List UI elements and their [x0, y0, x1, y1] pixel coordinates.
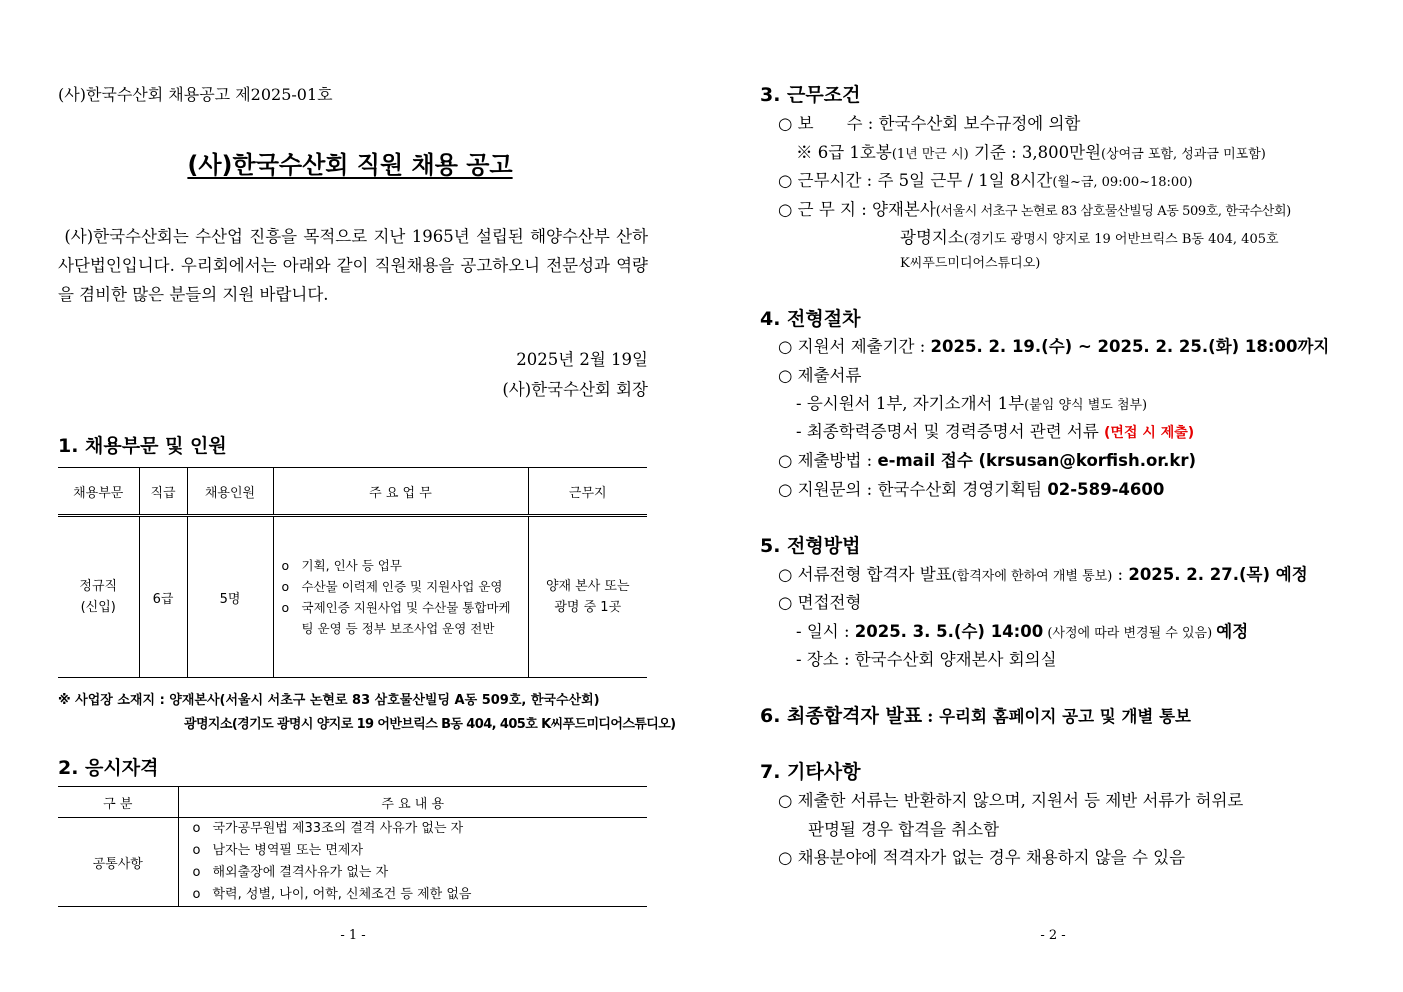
section-5-heading: 5. 전형방법: [760, 535, 861, 557]
grade-cell: 6급: [139, 516, 187, 678]
section-6-row: 6. 최종합격자 발표 : 우리회 홈페이지 공고 및 개별 통보: [760, 705, 1191, 727]
qualification-table: [58, 786, 647, 907]
list-item: o 기획, 인사 등 업무: [281, 558, 402, 573]
section-2-heading: 2. 응시자격: [58, 757, 159, 779]
submission-method: ○ 제출방법 : e-mail 접수 (krsusan@korfish.or.kr): [778, 451, 1197, 470]
other-item: ○ 채용분야에 적격자가 없는 경우 채용하지 않을 수 있음: [778, 848, 1186, 867]
hours-row: ○ 근무시간 : 주 5일 근무 / 1일 8시간(월~금, 09:00~18:00): [778, 171, 1193, 190]
application-period: ○ 지원서 제출기간 : 2025. 2. 19.(수) ~ 2025. 2. 25.(화) 18:00까지: [778, 337, 1330, 356]
duties-cell: [273, 516, 528, 678]
document-item: - 최종학력증명서 및 경력증명서 관련 서류 (면접 시 제출): [796, 422, 1195, 441]
count-cell: 5명: [187, 516, 273, 678]
qualification-cell: [178, 818, 647, 907]
location-cell: 양재 본사 또는 광명 중 1곳: [528, 516, 647, 678]
list-item: o 국가공무원법 제33조의 결격 사유가 없는 자: [192, 821, 464, 836]
page-number: - 2 -: [1040, 928, 1066, 943]
list-item: o 남자는 병역필 또는 면제자: [192, 843, 364, 858]
header-count: 채용인원: [187, 468, 273, 516]
contact-row: ○ 지원문의 : 한국수산회 경영기획팀 02-589-4600: [778, 480, 1165, 499]
section-4-heading: 4. 전형절차: [760, 308, 861, 330]
list-item: o 수산물 이력제 인증 및 지원사업 운영: [281, 579, 503, 594]
issuer: (사)한국수산회 회장: [502, 380, 648, 399]
interview-date: - 일시 : 2025. 3. 5.(수) 14:00 (사정에 따라 변경될 수 있음) 예정: [796, 622, 1249, 641]
interview-label: ○ 면접전형: [778, 593, 862, 612]
division-cell: 정규직 (신입): [58, 516, 139, 678]
header-grade: 직급: [139, 468, 187, 516]
other-item-line2: 판명될 경우 합격을 취소함: [808, 820, 1000, 839]
header-content: 주 요 내 용: [178, 787, 647, 818]
workplace-row: ○ 근 무 지 : 양재본사(서울시 서초구 논현로 83 삼호물산빌딩 A동 509호, 한국수산회): [778, 200, 1291, 219]
workplace-note: ※ 사업장 소재지 : 양재본사(서울시 서초구 논현로 83 삼호물산빌딩 A동 509호, 한국수산회): [58, 693, 600, 708]
intro-paragraph: (사)한국수산회는 수산업 진흥을 목적으로 지난 1965년 설립된 해양수산부 산하 사단법인입니다. 우리회에서는 아래와 같이 직원채용을 공고하오니 전문성과 역량을 겸비한 많은 분들의 지원 바랍니다.: [58, 227, 649, 304]
recruitment-table: [58, 467, 647, 678]
list-item: o 국제인증 지원사업 및 수산물 통합마케팅 운영 등 정부 보조사업 운영 전반: [281, 600, 511, 636]
table-row: [58, 516, 647, 678]
notice-number: (사)한국수산회 채용공고 제2025-01호: [58, 85, 333, 104]
page-number: - 1 -: [340, 928, 366, 943]
page-2: [700, 0, 1403, 992]
header-category: 구 분: [58, 787, 178, 818]
section-3-heading: 3. 근무조건: [760, 84, 861, 106]
document-screening: ○ 서류전형 합격자 발표(합격자에 한하여 개별 통보) : 2025. 2. 27.(목) 예정: [778, 565, 1308, 584]
page-title: (사)한국수산회 직원 채용 공고: [187, 151, 513, 179]
pay-note: ※ 6급 1호봉(1년 만근 시) 기준 : 3,800만원(상여금 포함, 성과금 미포함): [796, 143, 1266, 162]
list-item: o 해외출장에 결격사유가 없는 자: [192, 865, 389, 880]
header-location: 근무지: [528, 468, 647, 516]
header-division: 채용부문: [58, 468, 139, 516]
table-row: [58, 818, 647, 907]
category-cell: 공통사항: [58, 818, 178, 907]
interview-place: - 장소 : 한국수산회 양재본사 회의실: [796, 650, 1057, 669]
workplace-branch: 광명지소(경기도 광명시 양지로 19 어반브릭스 B동 404, 405호: [900, 228, 1279, 247]
other-item: ○ 제출한 서류는 반환하지 않으며, 지원서 등 제반 서류가 허위로: [778, 791, 1244, 810]
pay-row: ○ 보 수 : 한국수산회 보수규정에 의함: [778, 114, 1081, 133]
document-item: - 응시원서 1부, 자기소개서 1부(붙임 양식 별도 첨부): [796, 394, 1148, 413]
section-1-heading: 1. 채용부문 및 인원: [58, 435, 227, 457]
list-item: o 학력, 성별, 나이, 어학, 신체조건 등 제한 없음: [192, 887, 472, 902]
header-duties: 주 요 업 무: [273, 468, 528, 516]
documents-label: ○ 제출서류: [778, 366, 862, 385]
workplace-note-line2: 광명지소(경기도 광명시 양지로 19 어반브릭스 B동 404, 405호 K씨푸드미디어스튜디오): [184, 717, 676, 732]
workplace-branch-line2: K씨푸드미디어스튜디오): [900, 256, 1041, 271]
announcement-date: 2025년 2월 19일: [516, 350, 648, 369]
page-1: [0, 0, 700, 992]
section-7-heading: 7. 기타사항: [760, 761, 861, 783]
